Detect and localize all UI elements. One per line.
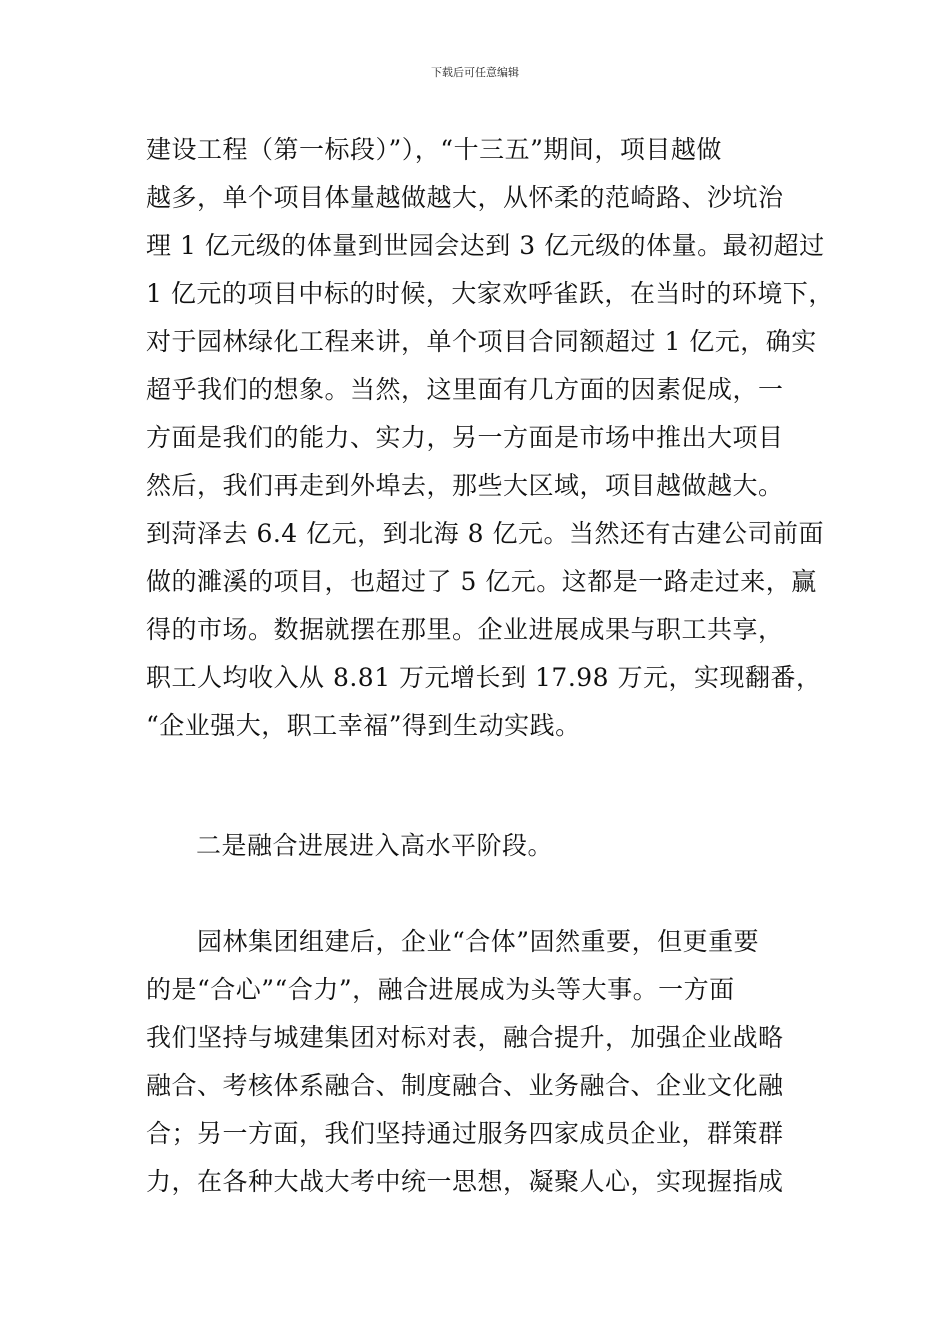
text-line: 方面是我们的能力、实力，另一方面是市场中推出大项目 [146,423,784,452]
text-line: 融合、考核体系融合、制度融合、业务融合、企业文化融 [146,1071,784,1100]
text-line: 的是“合心”“合力”，融合进展成为头等大事。一方面 [146,975,735,1004]
text-line: 然后，我们再走到外埠去，那些大区域，项目越做越大。 [146,471,784,500]
text-line: 越多，单个项目体量越做越大，从怀柔的范崎路、沙坑治 [146,183,784,212]
paragraph-integration [146,918,810,1206]
text-line: 职工人均收入从 8.81 万元增长到 17.98 万元，实现翻番， [146,663,822,692]
paragraph-achievements [146,126,834,750]
text-line: 力，在各种大战大考中统一思想，凝聚人心，实现握指成 [146,1167,784,1196]
text-line: 我们坚持与城建集团对标对表，融合提升，加强企业战略 [146,1023,784,1052]
text-line: 合；另一方面，我们坚持通过服务四家成员企业，群策群 [146,1119,784,1148]
text-line: 超乎我们的想象。当然，这里面有几方面的因素促成，一 [146,375,784,404]
text-line: 得的市场。数据就摆在那里。企业进展成果与职工共享， [146,615,784,644]
text-line: 理 1 亿元级的体量到世园会达到 3 亿元级的体量。最初超过 [146,231,825,260]
text-line: 园林集团组建后，企业“合体”固然重要，但更重要 [146,927,760,956]
page-header-note: 下载后可任意编辑 [431,66,519,79]
text-line: 做的濉溪的项目，也超过了 5 亿元。这都是一路走过来，赢 [146,567,817,596]
section-heading [196,822,860,870]
text-line: 1 亿元的项目中标的时候，大家欢呼雀跃，在当时的环境下， [146,279,834,308]
heading-line: 二是融合进展进入高水平阶段。 [196,831,554,860]
text-line: 对于园林绿化工程来讲，单个项目合同额超过 1 亿元，确实 [146,327,817,356]
text-line: 到菏泽去 6.4 亿元，到北海 8 亿元。当然还有古建公司前面 [146,519,824,548]
text-line: “企业强大，职工幸福”得到生动实践。 [146,711,581,740]
text-line: 建设工程（第一标段）”），“十三五”期间，项目越做 [146,135,722,164]
